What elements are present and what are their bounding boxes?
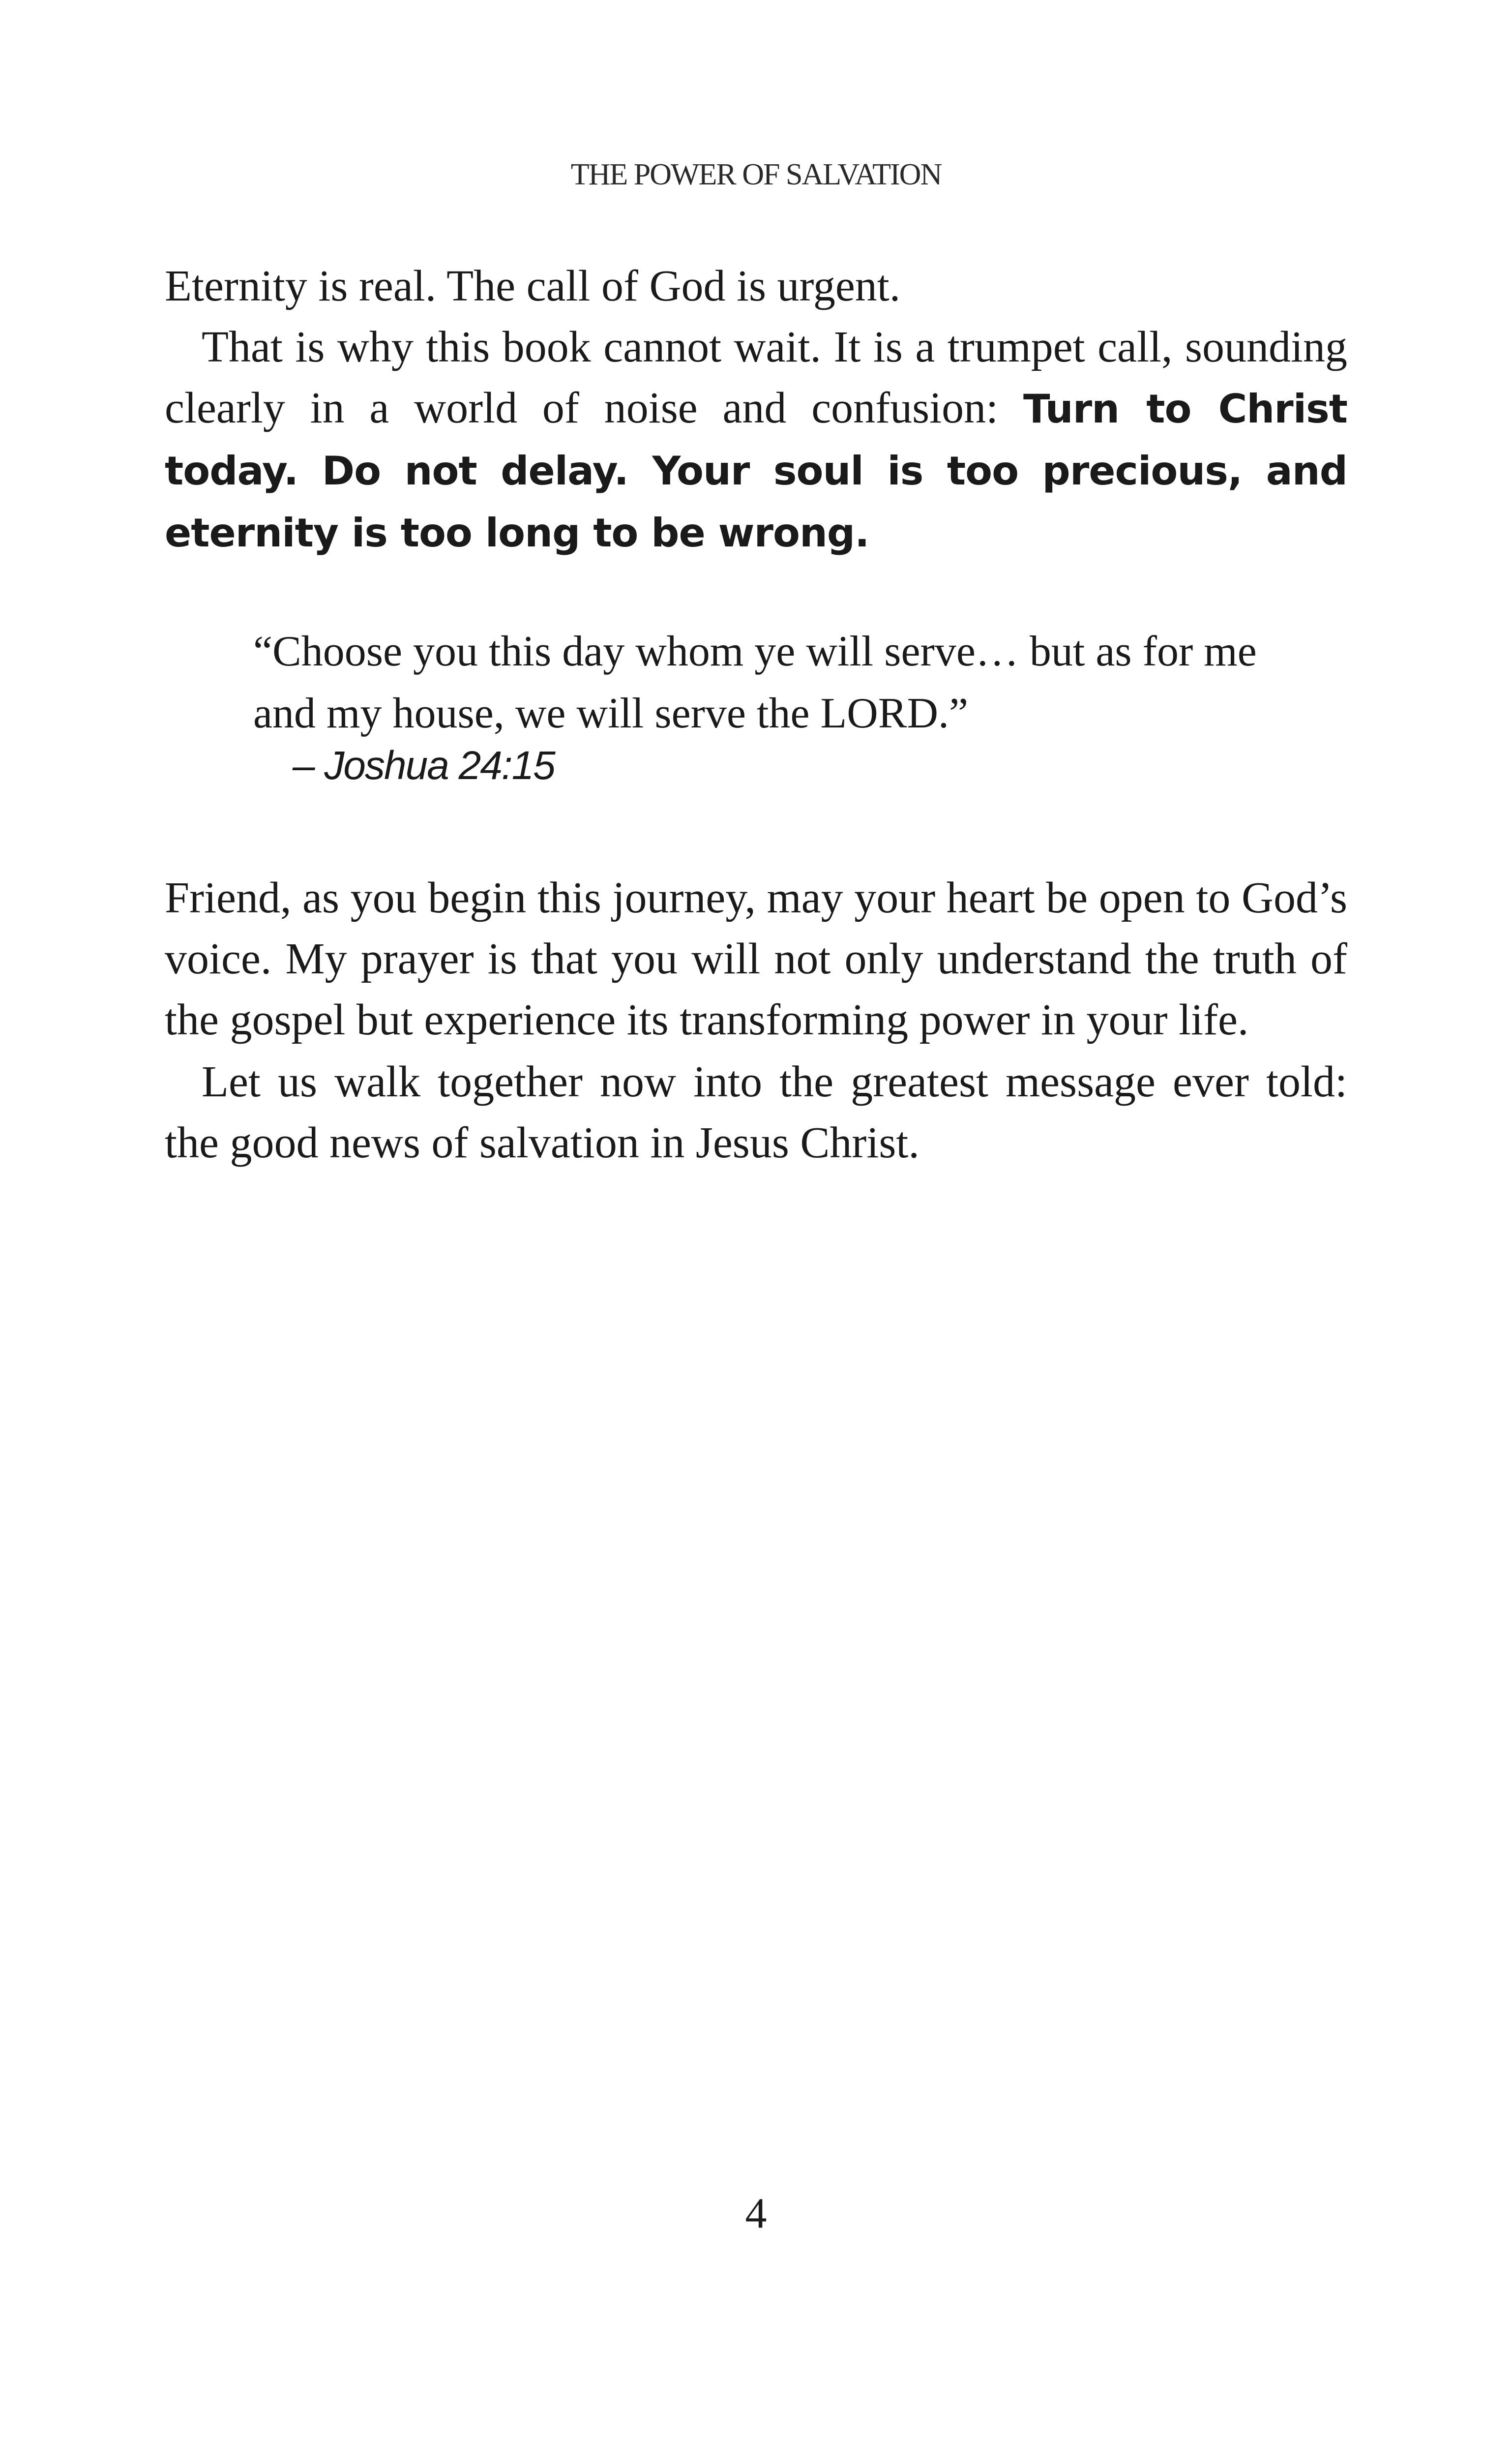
page-number: 4 <box>745 2190 767 2237</box>
opening-section <box>165 256 1347 564</box>
paragraph-friend: Friend, as you begin this journey, may your heart be open to God’s voice. My prayer is that you will not only understand the truth of the gospel but experience its transforming power in your life. <box>165 874 1347 1044</box>
paragraph-trumpet-call-text: That is why this book cannot wait. It is a trumpet call, sounding clearly in a world of noise and confusion: <box>165 323 1347 432</box>
paragraph-trumpet-call <box>165 317 1347 564</box>
closing-section <box>165 868 1347 1175</box>
scripture-quote <box>253 621 1296 745</box>
quote-text: “Choose you this day whom ye will serve… but as for me and my house, we will serve the LORD.” <box>253 628 1257 737</box>
quote-attribution: – Joshua 24:15 <box>293 743 555 788</box>
paragraph-walk-together: Let us walk together now into the greatest message ever told: the good news of salvation in Jesus Christ. <box>165 1057 1347 1167</box>
emphasized-call-to-action: Turn to Christ today. Do not delay. Your soul is too precious, and eternity is too long to be wrong. <box>165 386 1347 556</box>
paragraph-eternity: Eternity is real. The call of God is urgent. <box>165 262 901 310</box>
running-header: THE POWER OF SALVATION <box>570 158 942 191</box>
